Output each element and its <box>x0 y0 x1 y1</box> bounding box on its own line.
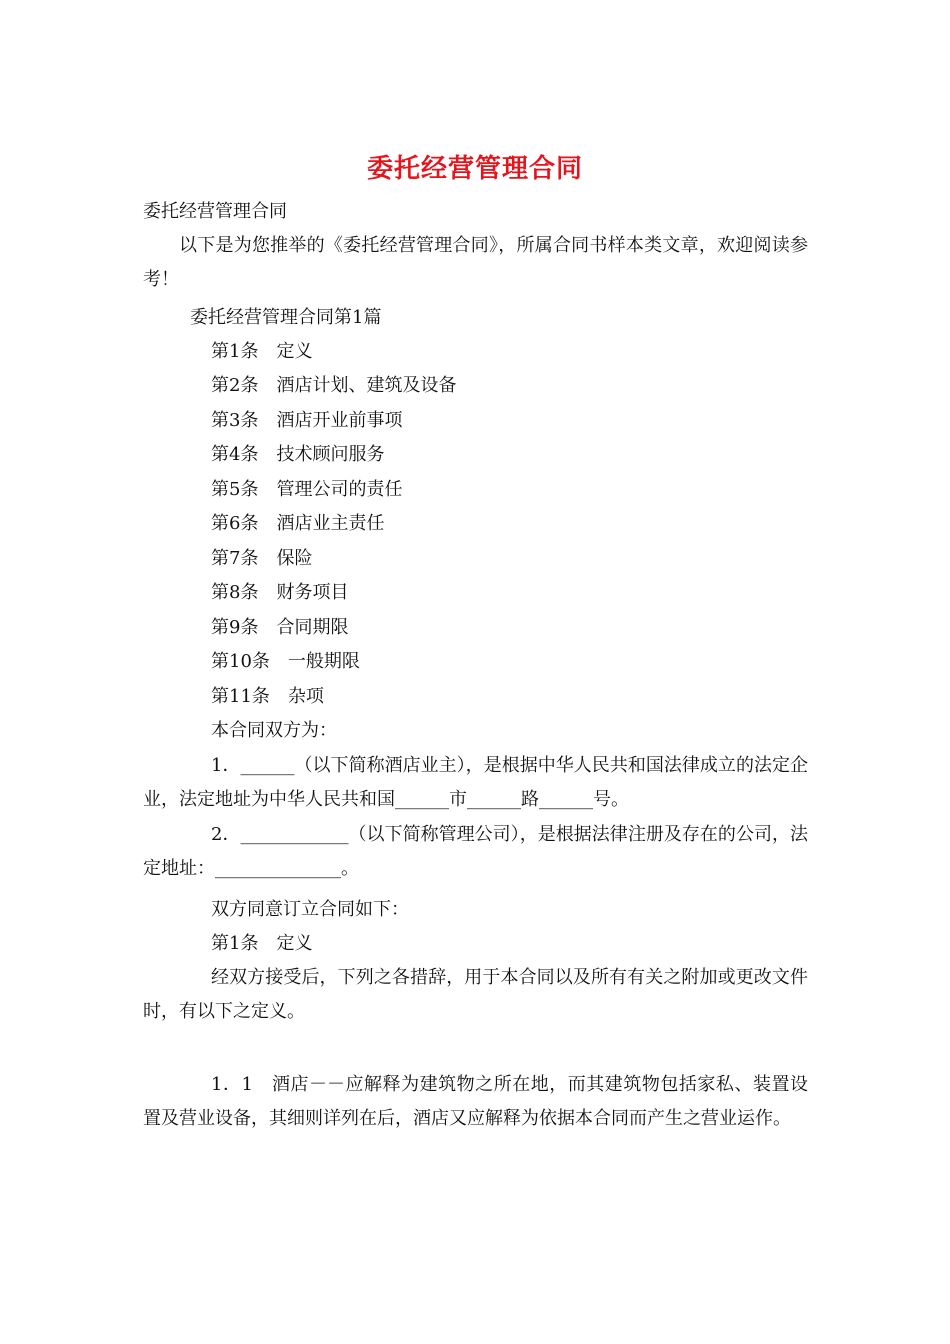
document-subtitle: 委托经营管理合同 <box>143 201 287 222</box>
part-heading: 委托经营管理合同第1篇 <box>190 307 382 328</box>
toc-item: 第8条 财务项目 <box>211 582 349 603</box>
toc-item: 第9条 合同期限 <box>211 617 349 638</box>
toc-item: 第1条 定义 <box>211 341 313 362</box>
article1-heading: 第1条 定义 <box>211 933 313 954</box>
toc-item: 第11条 杂项 <box>211 686 324 707</box>
intro-paragraph: 以下是为您推举的《委托经营管理合同》，所属合同书样本类文章，欢迎阅读参考！ <box>143 235 808 290</box>
toc-item: 第6条 酒店业主责任 <box>211 513 385 534</box>
toc-item: 第10条 一般期限 <box>211 651 360 672</box>
clause-1-1-paragraph: 1．1 酒店－－应解释为建筑物之所在地，而其建筑物包括家私、装置设置及营业设备，其细则详列在后，酒店又应解释为依据本合同而产生之营业运作。 <box>143 1074 808 1129</box>
article1-paragraph: 经双方接受后，下列之各措辞，用于本合同以及所有有关之附加或更改文件时，有以下之定义。 <box>143 967 808 1022</box>
parties-heading: 本合同双方为： <box>211 720 337 741</box>
toc-item: 第7条 保险 <box>211 548 313 569</box>
party2-paragraph: 2．____________（以下简称管理公司），是根据法律注册及存在的公司，法定地址：______________。 <box>143 824 808 879</box>
toc-item: 第4条 技术顾问服务 <box>211 444 385 465</box>
toc-item: 第3条 酒店开业前事项 <box>211 410 403 431</box>
document-title: 委托经营管理合同 <box>366 154 583 184</box>
party1-paragraph: 1．______（以下简称酒店业主），是根据中华人民共和国法律成立的法定企业，法定地址为中华人民共和国______市______路______号。 <box>143 755 808 810</box>
toc-item: 第2条 酒店计划、建筑及设备 <box>211 375 457 396</box>
toc-item: 第5条 管理公司的责任 <box>211 479 403 500</box>
agreement-line: 双方同意订立合同如下： <box>211 899 409 920</box>
